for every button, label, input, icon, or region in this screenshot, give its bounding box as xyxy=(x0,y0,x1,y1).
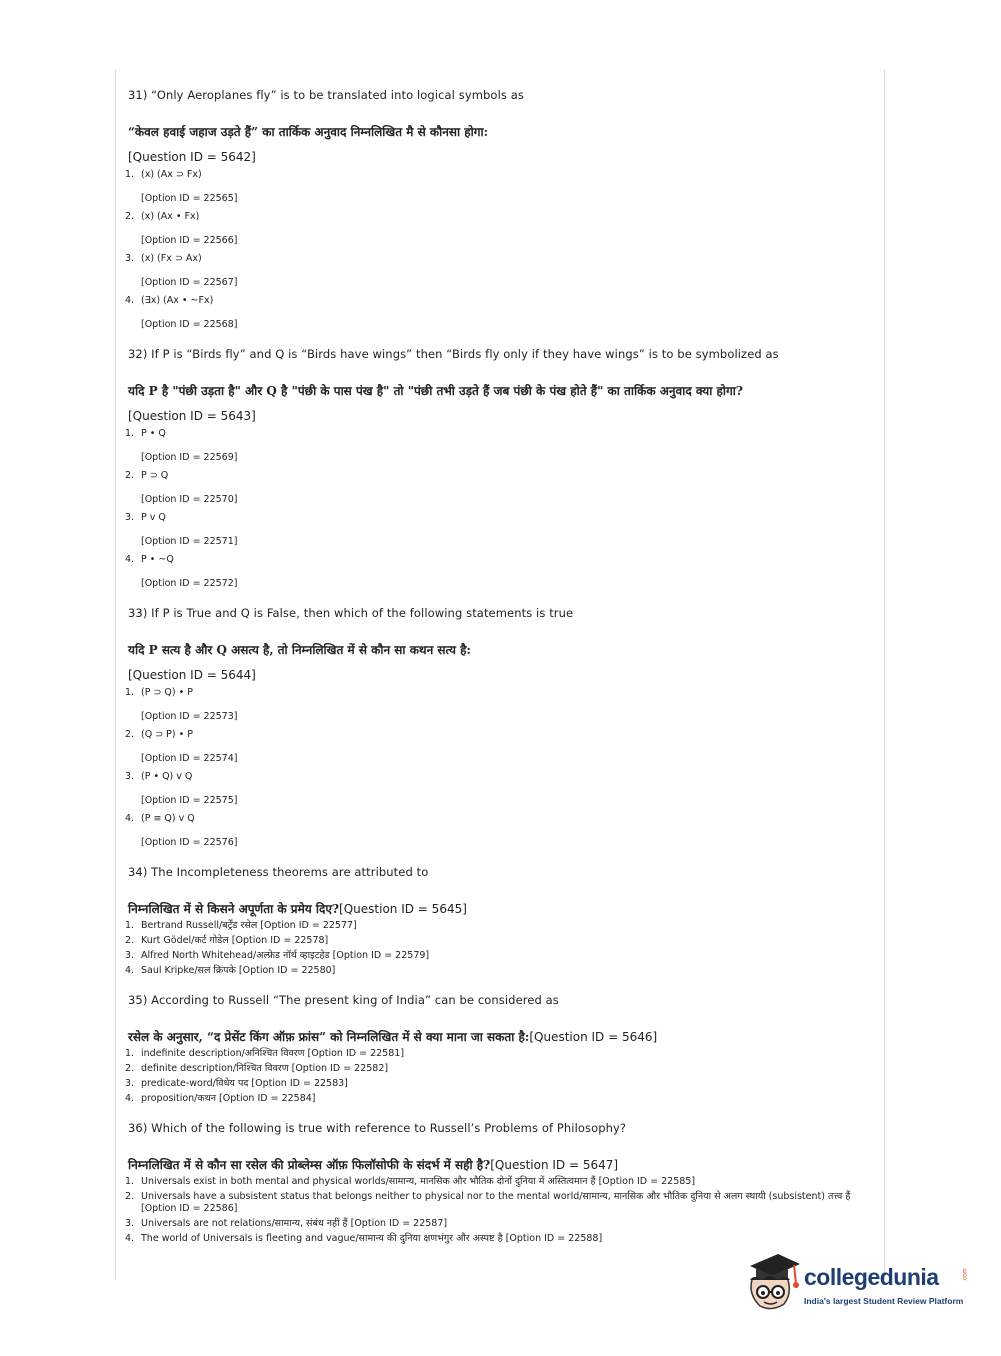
question-36 xyxy=(125,1121,880,1245)
option-text: (x) (Fx ⊃ Ax) xyxy=(141,253,202,264)
option-number: 2. xyxy=(125,935,135,946)
question-text-hindi: “केवल हवाई जहाज उड़ते हैं” का तार्किक अनुवाद निम्नलिखित मै से कौनसा होगा: xyxy=(128,125,489,139)
question-text-hindi: निम्नलिखित में से कौन सा रसेल की प्रोब्लेम्स ऑफ़ फिलॉसोफी के संदर्भ में सही है? xyxy=(128,1158,491,1172)
option-1 xyxy=(125,687,880,723)
option-number: 3. xyxy=(125,1078,135,1089)
option-3 xyxy=(125,771,880,807)
collegedunia-logo[interactable] xyxy=(744,1250,974,1320)
option-1 xyxy=(125,428,880,464)
question-34 xyxy=(125,865,880,977)
question-text-english: 36) Which of the following is true with reference to Russell’s Problems of Philosophy? xyxy=(128,1121,627,1135)
option-id: [Option ID = 22573] xyxy=(141,711,238,722)
question-text-english: 32) If P is “Birds fly” and Q is “Birds have wings” then “Birds fly only if they have wings” is to be symbolized as xyxy=(128,347,779,361)
question-id: [Question ID = 5643] xyxy=(128,409,256,423)
option-4 xyxy=(125,813,880,849)
option-id: [Option ID = 22569] xyxy=(141,452,238,463)
option-text: P ⊃ Q xyxy=(141,470,169,481)
option-text: (P ⊃ Q) • P xyxy=(141,687,193,698)
option-2 xyxy=(125,1063,880,1075)
page-border-left xyxy=(115,70,116,1280)
option-number: 2. xyxy=(125,470,135,481)
option-text: Universals are not relations/सामान्य, संबंध नहीं हैं [Option ID = 22587] xyxy=(141,1218,448,1229)
option-id: [Option ID = 22575] xyxy=(141,795,238,806)
option-text: Universals exist in both mental and physical worlds/सामान्य, मानसिक और भौतिक दोनों दुनिया में अस्तित्वमान हैं [Option ID = 22585] xyxy=(141,1176,696,1187)
option-number: 2. xyxy=(125,729,135,740)
option-number: 1. xyxy=(125,169,135,180)
logo-wordmark: collegedunia xyxy=(804,1264,939,1290)
option-4 xyxy=(125,554,880,590)
option-3 xyxy=(125,253,880,289)
option-number: 3. xyxy=(125,950,135,961)
question-id: [Question ID = 5644] xyxy=(128,668,256,682)
question-text-hindi: रसेल के अनुसार, “द प्रेसेंट किंग ऑफ़ फ्रांस” को निम्नलिखित में से क्या माना जा सकता है: xyxy=(128,1030,530,1044)
option-number: 1. xyxy=(125,687,135,698)
mascot-icon xyxy=(744,1250,804,1312)
option-id: [Option ID = 22568] xyxy=(141,319,238,330)
option-1 xyxy=(125,1176,880,1188)
option-number: 1. xyxy=(125,1048,135,1059)
option-number: 4. xyxy=(125,965,135,976)
option-text: P v Q xyxy=(141,512,166,523)
option-text: (P • Q) v Q xyxy=(141,771,193,782)
option-number: 4. xyxy=(125,554,135,565)
option-number: 4. xyxy=(125,1093,135,1104)
question-35 xyxy=(125,993,880,1105)
question-32 xyxy=(125,347,880,590)
option-id: [Option ID = 22574] xyxy=(141,753,238,764)
option-1 xyxy=(125,1048,880,1060)
option-number: 3. xyxy=(125,253,135,264)
question-text-english: 33) If P is True and Q is False, then which of the following statements is true xyxy=(128,606,574,620)
option-1 xyxy=(125,920,880,932)
option-text: predicate-word/विधेय पद [Option ID = 22583] xyxy=(141,1078,348,1089)
option-2 xyxy=(125,470,880,506)
question-text-hindi-with-id xyxy=(128,900,880,917)
option-1 xyxy=(125,169,880,205)
option-number: 2. xyxy=(125,211,135,222)
option-id: [Option ID = 22570] xyxy=(141,494,238,505)
option-number: 2. xyxy=(125,1191,135,1202)
question-33 xyxy=(125,606,880,849)
option-4 xyxy=(125,965,880,977)
option-text: Saul Kripke/सल क्रिपके [Option ID = 22580] xyxy=(141,965,336,976)
option-number: 3. xyxy=(125,512,135,523)
logo-suffix: .com xyxy=(962,1268,969,1282)
option-2 xyxy=(125,1191,880,1215)
option-3 xyxy=(125,1078,880,1090)
question-text-english: 31) “Only Aeroplanes fly” is to be translated into logical symbols as xyxy=(128,88,524,102)
question-text-hindi: यदि P सत्य है और Q असत्य है, तो निम्नलिखित में से कौन सा कथन सत्य है: xyxy=(128,643,471,657)
question-text-hindi-with-id xyxy=(128,1028,880,1045)
logo-tagline: India's largest Student Review Platform xyxy=(804,1296,964,1306)
option-id: [Option ID = 22565] xyxy=(141,193,238,204)
option-number: 4. xyxy=(125,813,135,824)
option-2 xyxy=(125,729,880,765)
page-border-right xyxy=(884,70,885,1280)
question-id: [Question ID = 5642] xyxy=(128,150,256,164)
option-text: P • ~Q xyxy=(141,554,174,565)
option-number: 3. xyxy=(125,771,135,782)
option-4 xyxy=(125,1233,880,1245)
option-id: [Option ID = 22576] xyxy=(141,837,238,848)
option-text: P • Q xyxy=(141,428,166,439)
option-4 xyxy=(125,1093,880,1105)
option-number: 2. xyxy=(125,1063,135,1074)
question-text-hindi: यदि P है "पंछी उड़ता है" और Q है "पंछी के पास पंख है" तो "पंछी तभी उड़ते हैं जब पंछी के पंख होते हैं" का तार्किक अनुवाद क्या होगा? xyxy=(128,384,743,398)
option-text: (x) (Ax • Fx) xyxy=(141,211,200,222)
option-id: [Option ID = 22572] xyxy=(141,578,238,589)
question-31 xyxy=(125,88,880,331)
option-text: (P ≡ Q) v Q xyxy=(141,813,195,824)
option-text: (Q ⊃ P) • P xyxy=(141,729,193,740)
question-text-english: 34) The Incompleteness theorems are attributed to xyxy=(128,865,429,879)
option-id: [Option ID = 22566] xyxy=(141,235,238,246)
option-id: [Option ID = 22571] xyxy=(141,536,238,547)
option-number: 3. xyxy=(125,1218,135,1229)
question-text-english: 35) According to Russell “The present king of India” can be considered as xyxy=(128,993,559,1007)
option-text: definite description/निश्चित विवरण [Option ID = 22582] xyxy=(141,1063,389,1074)
option-text: proposition/कथन [Option ID = 22584] xyxy=(141,1093,316,1104)
option-number: 1. xyxy=(125,1176,135,1187)
option-number: 4. xyxy=(125,295,135,306)
option-text: Bertrand Russell/बर्ट्रेंड रसेल [Option ID = 22577] xyxy=(141,920,357,931)
option-2 xyxy=(125,211,880,247)
option-4 xyxy=(125,295,880,331)
question-text-hindi-with-id xyxy=(128,1156,880,1173)
question-id: [Question ID = 5646] xyxy=(529,1030,658,1044)
option-number: 1. xyxy=(125,920,135,931)
question-list xyxy=(125,88,880,1261)
option-number: 4. xyxy=(125,1233,135,1244)
option-text: Alfred North Whitehead/अल्फ्रेड नॉर्थ व्हाइटहेड [Option ID = 22579] xyxy=(141,950,430,961)
option-text: (∃x) (Ax • ~Fx) xyxy=(141,295,214,306)
option-text: indefinite description/अनिश्चित विवरण [Option ID = 22581] xyxy=(141,1048,405,1059)
option-text: Universals have a subsistent status that belongs neither to physical nor to the mental world/सामान्य, मानसिक और भौतिक दुनिया से अलग स्थायी (subsistent) तत्त्व हैं [Option ID = 22586] xyxy=(141,1191,851,1214)
question-text-hindi: निम्नलिखित में से किसने अपूर्णता के प्रमेय दिए? xyxy=(128,902,340,916)
option-3 xyxy=(125,512,880,548)
option-text: Kurt Gödel/कर्ट गोडेल [Option ID = 22578] xyxy=(141,935,329,946)
option-text: The world of Universals is fleeting and vague/सामान्य की दुनिया क्षणभंगुर और अस्पष्ट है [Option ID = 22588] xyxy=(141,1233,603,1244)
option-3 xyxy=(125,1218,880,1230)
question-id: [Question ID = 5647] xyxy=(490,1158,619,1172)
option-2 xyxy=(125,935,880,947)
option-3 xyxy=(125,950,880,962)
question-id: [Question ID = 5645] xyxy=(339,902,467,916)
option-number: 1. xyxy=(125,428,135,439)
option-text: (x) (Ax ⊃ Fx) xyxy=(141,169,202,180)
option-id: [Option ID = 22567] xyxy=(141,277,238,288)
